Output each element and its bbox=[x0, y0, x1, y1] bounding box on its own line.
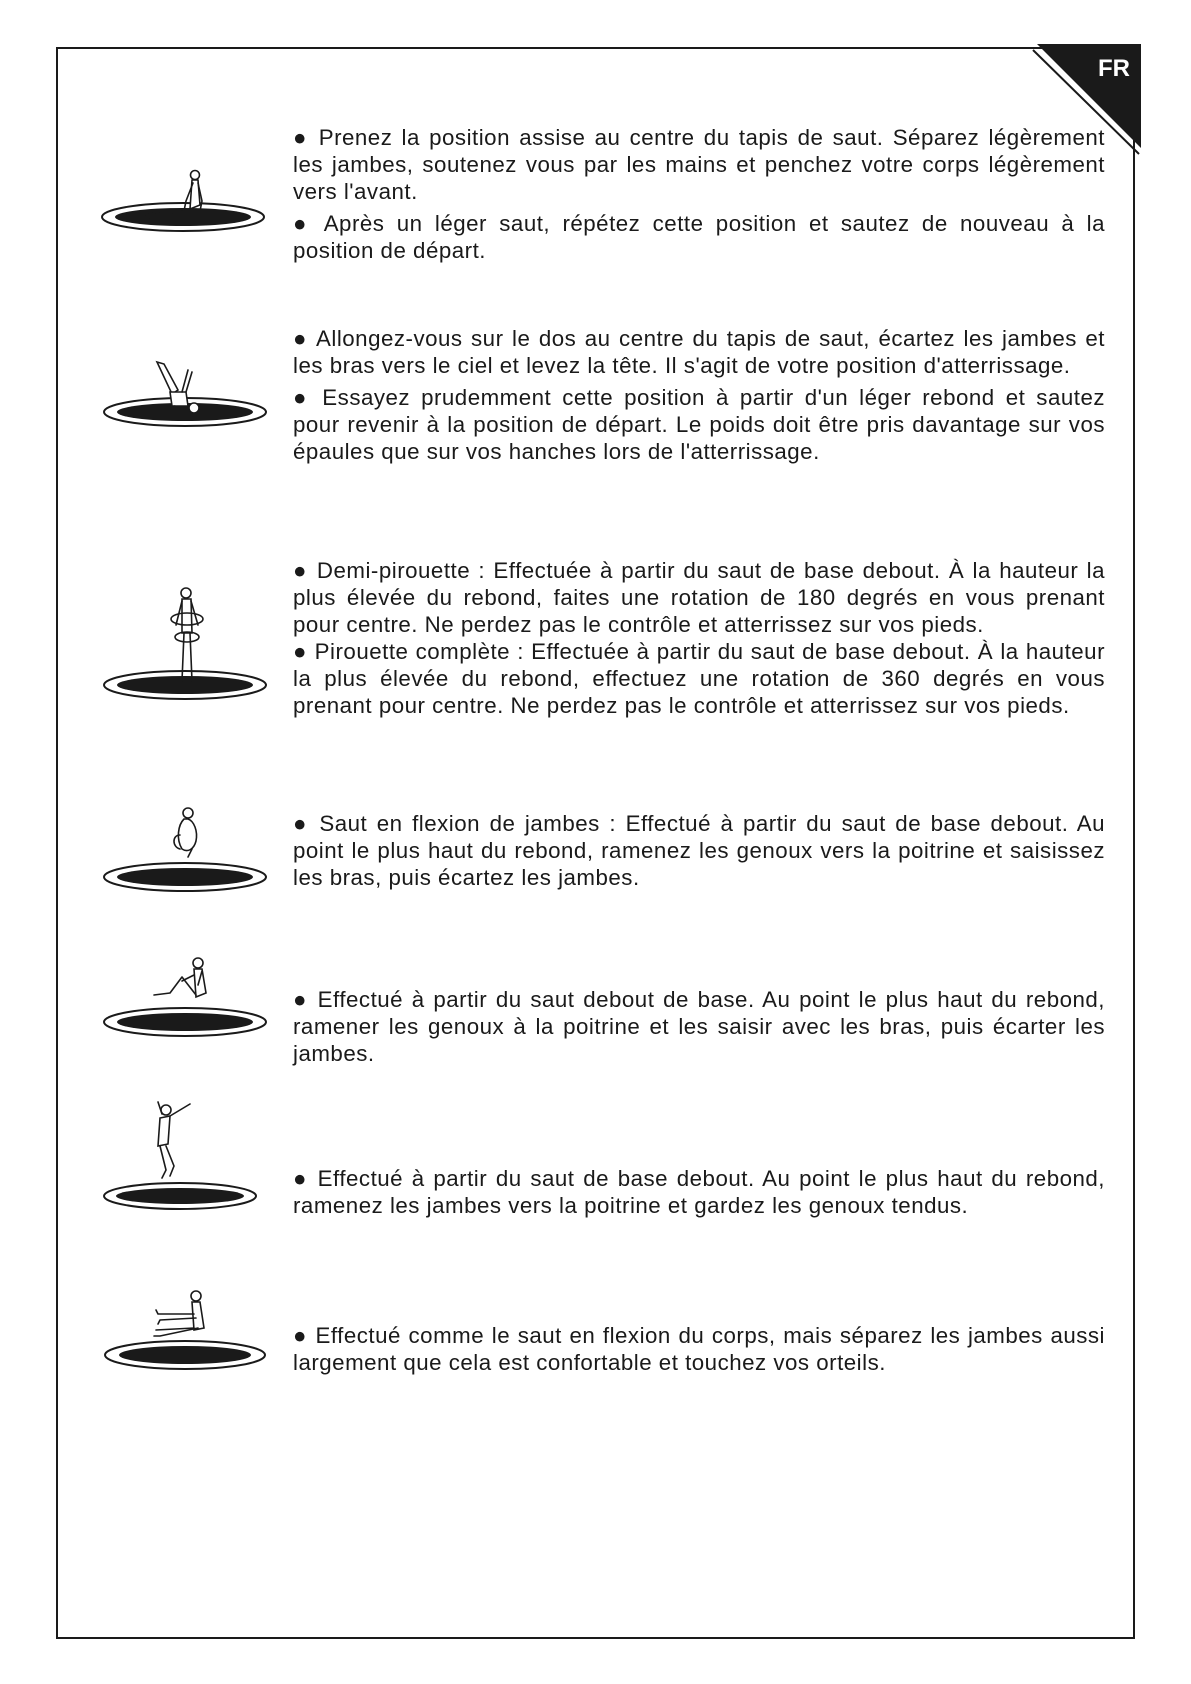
straddle-jump-figure bbox=[100, 1288, 270, 1373]
exercise-2-paragraph-2: ● Essayez prudemment cette position à partir d'un léger rebond et sautez pour revenir à la position de départ. Le poids doit être pris davantage sur vos épaules que sur vos hanches lors de l'atterrissage. bbox=[293, 385, 1105, 464]
exercise-5-paragraph-1: ● Effectué à partir du saut debout de base. Au point le plus haut du rebond, ramener les genoux à la poitrine et les saisir avec les bras, puis écarter les jambes. bbox=[293, 987, 1105, 1066]
exercise-4 bbox=[293, 810, 1105, 891]
pirouette-figure bbox=[102, 585, 272, 705]
exercise-3-paragraph-2: ● Pirouette complète : Effectuée à partir du saut de base debout. À la hauteur la plus élevée du rebond, effectuez une rotation de 360 degrés en vous prenant pour centre. Ne perdez pas le contrôle et atterrissez sur vos pieds. bbox=[293, 639, 1105, 718]
exercise-6-paragraph-1: ● Effectué à partir du saut de base debout. Au point le plus haut du rebond, ramenez les jambes vers la poitrine et gardez les genoux tendus. bbox=[293, 1166, 1105, 1218]
knee-hug-figure bbox=[102, 955, 272, 1040]
exercise-2-paragraph-1: ● Allongez-vous sur le dos au centre du tapis de saut, écartez les jambes et les bras vers le ciel et levez la tête. Il s'agit de votre position d'atterrissage. bbox=[293, 326, 1105, 378]
tuck-jump-figure bbox=[102, 805, 272, 895]
exercise-7-paragraph-1: ● Effectué comme le saut en flexion du corps, mais séparez les jambes aussi largement que cela est confortable et touchez vos orteils. bbox=[293, 1323, 1105, 1375]
exercise-7 bbox=[293, 1322, 1105, 1376]
exercise-3 bbox=[293, 557, 1105, 719]
exercise-1-paragraph-1: ● Prenez la position assise au centre du tapis de saut. Séparez légèrement les jambes, soutenez vous par les mains et penchez votre corps légèrement vers l'avant. bbox=[293, 125, 1105, 204]
seat-drop-figure bbox=[100, 165, 270, 235]
language-label: FR bbox=[1098, 55, 1130, 82]
exercise-4-paragraph-1: ● Saut en flexion de jambes : Effectué à partir du saut de base debout. Au point le plus haut du rebond, ramenez les genoux vers la poitrine et saisissez les bras, puis écartez les jambes. bbox=[293, 811, 1105, 890]
exercise-1-paragraph-2: ● Après un léger saut, répétez cette position et sautez de nouveau à la position de départ. bbox=[293, 211, 1105, 263]
exercise-3-paragraph-1: ● Demi-pirouette : Effectuée à partir du saut de base debout. À la hauteur la plus élevée du rebond, faites une rotation de 180 degrés en vous prenant pour centre. Ne perdez pas le contrôle et atterrissez sur vos pieds. bbox=[293, 558, 1105, 637]
exercise-1 bbox=[293, 124, 1105, 264]
pike-jump-figure bbox=[100, 1098, 270, 1213]
exercise-5 bbox=[293, 986, 1105, 1067]
exercise-6 bbox=[293, 1165, 1105, 1219]
back-drop-figure bbox=[102, 360, 272, 430]
exercise-2 bbox=[293, 325, 1105, 465]
